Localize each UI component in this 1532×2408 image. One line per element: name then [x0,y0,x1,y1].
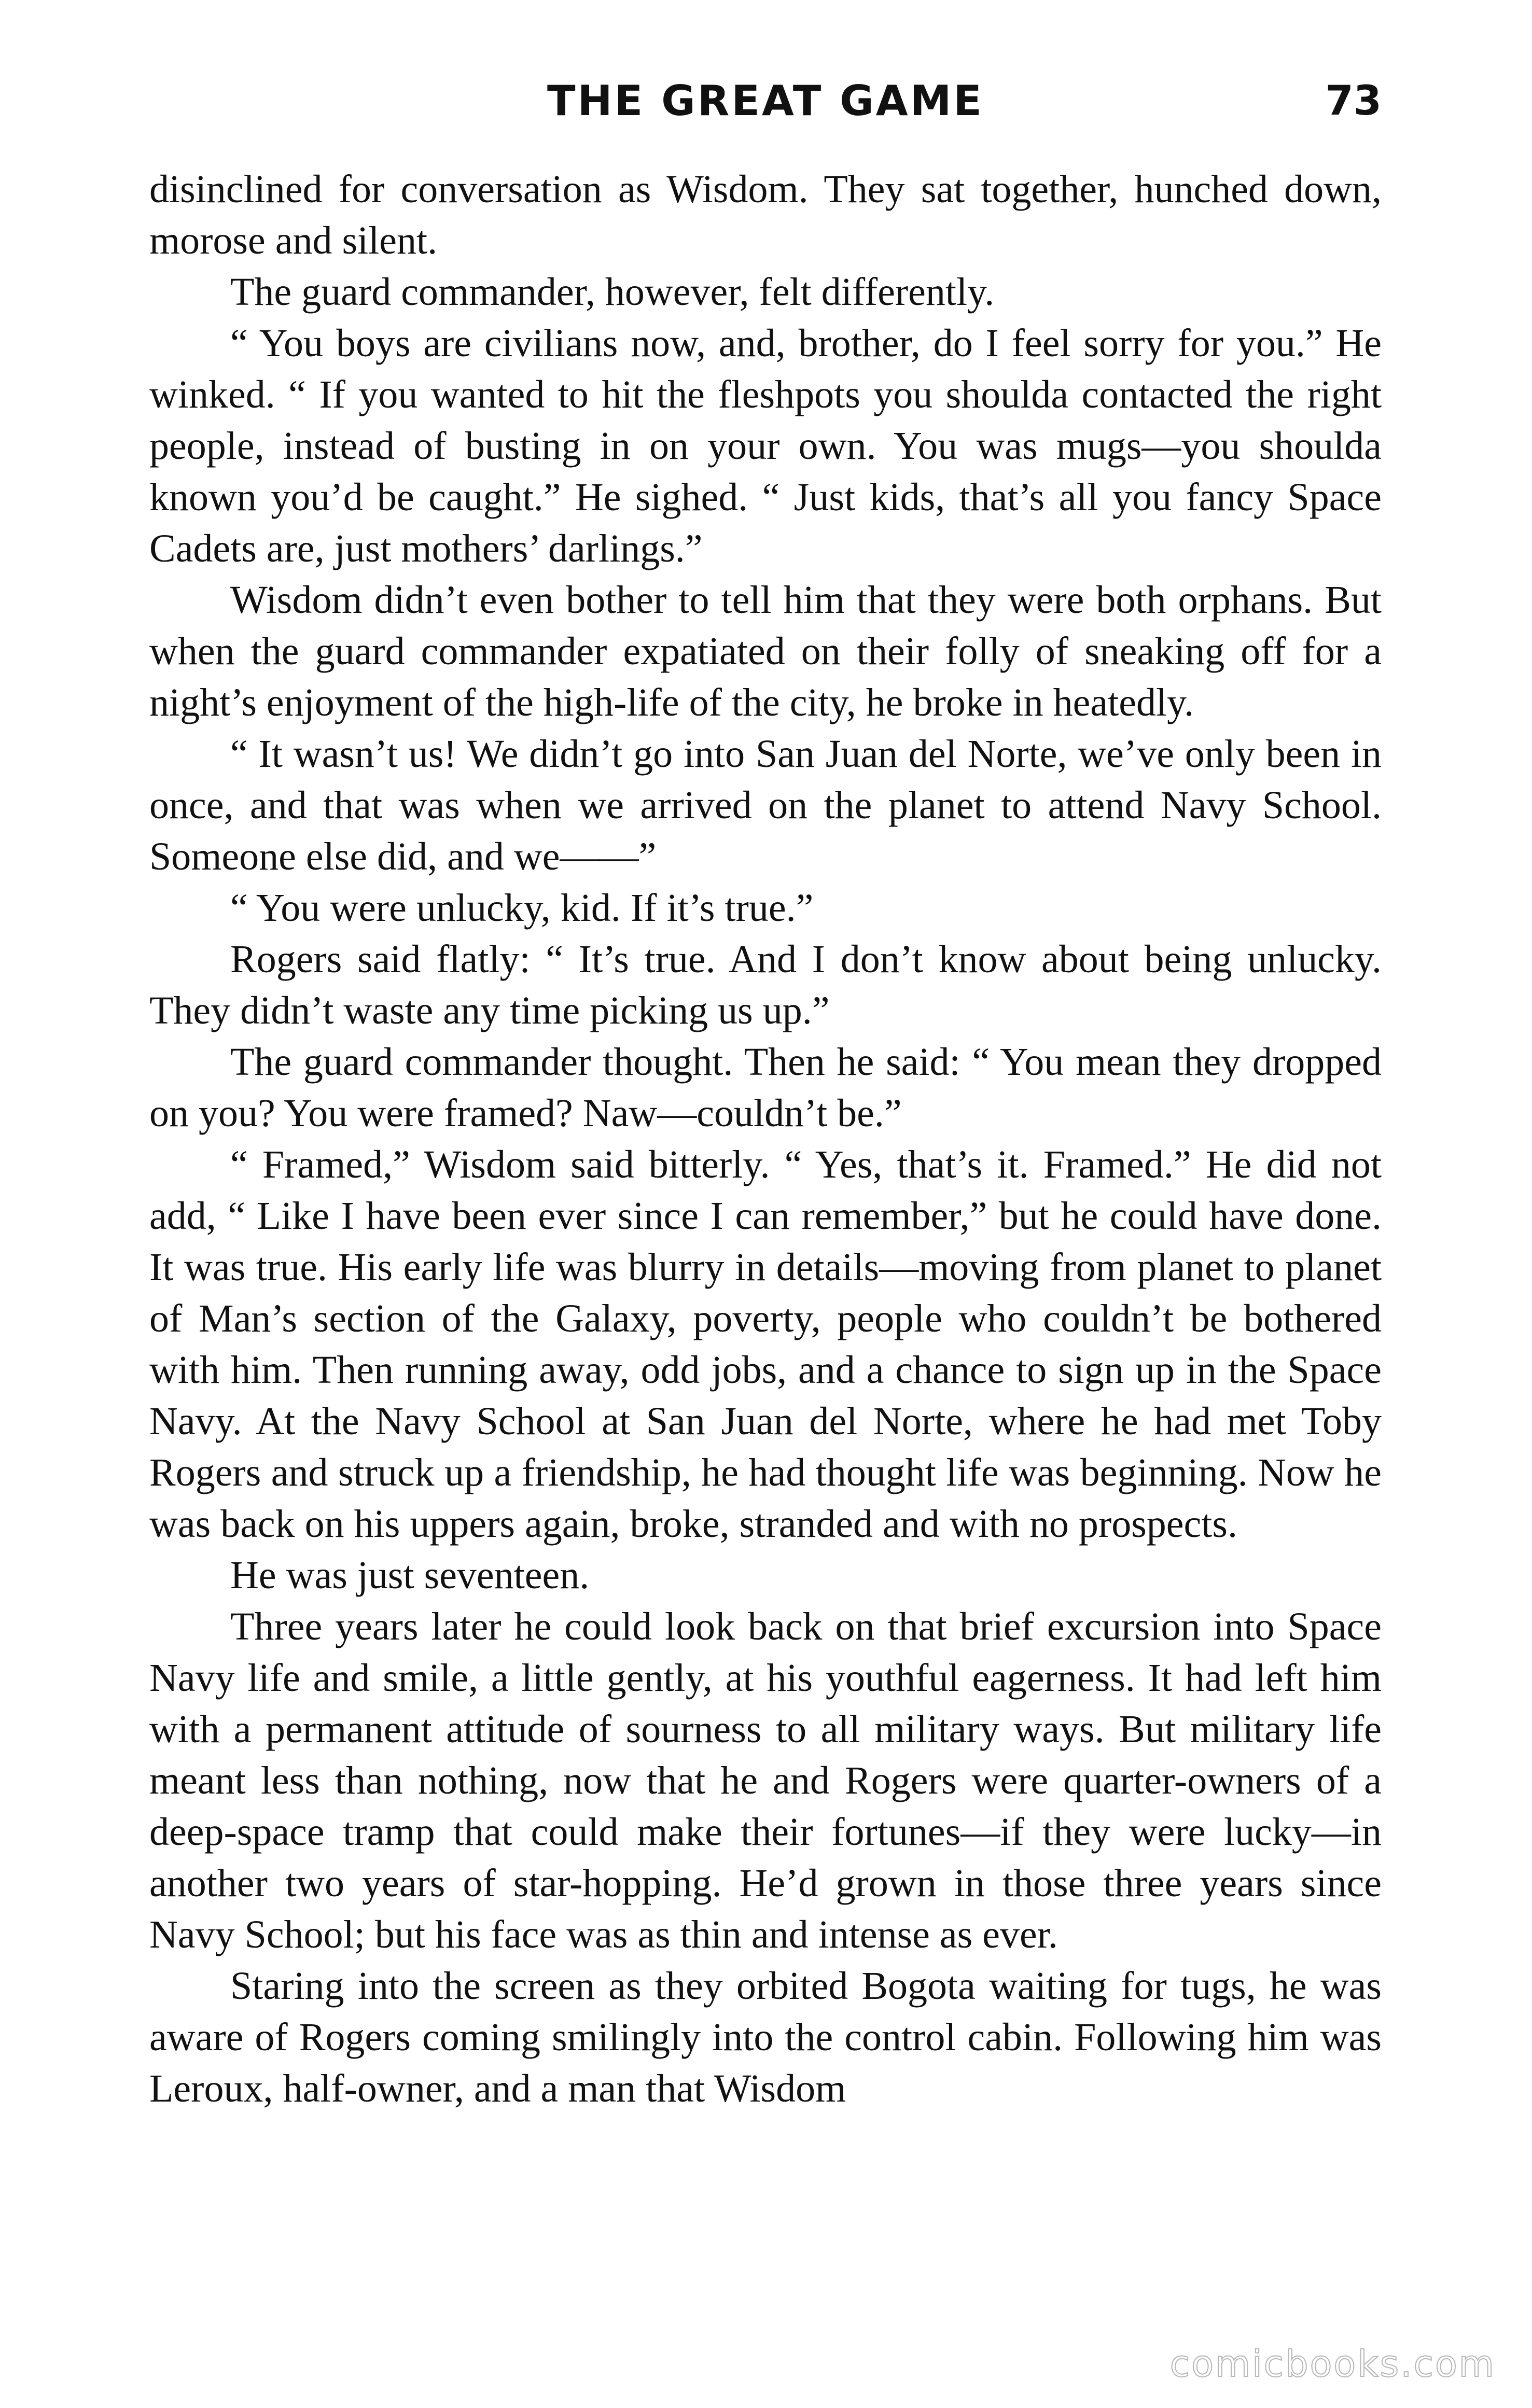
paragraph: The guard commander, however, felt differently. [230,270,995,314]
page-number: 73 [1325,78,1382,124]
chapter-title: THE GREAT GAME [547,77,984,125]
watermark: comicbooks.com [1169,2343,1496,2385]
paragraph: “ You boys are civilians now, and, brother, do I feel sorry for you.” He winked. “ If you wanted to hit the fleshpots you shoulda contacted the right people, instead of busting in on your own. You was mugs—you shoulda known you’d be caught.” He sighed. “ Just kids, that’s all you fancy Space Cadets are, just mothers’ darlings.” [149,321,1382,570]
paragraph: The guard commander thought. Then he said: “ You mean they dropped on you? You were framed? Naw—couldn’t be.” [149,1040,1382,1135]
paragraph: Staring into the screen as they orbited Bogota waiting for tugs, he was aware of Rogers coming smilingly into the control cabin. Following him was Leroux, half-owner, and a man that Wisdom [149,1964,1382,2110]
paragraph: Wisdom didn’t even bother to tell him that they were both orphans. But when the guard commander expatiated on their folly of sneaking off for a night’s enjoyment of the high-life of the city, he broke in heatedly. [149,578,1382,724]
paragraph: Three years later he could look back on that brief excursion into Space Navy life and smile, a little gently, at his youthful eagerness. It had left him with a permanent attitude of sourness to all military ways. But military life meant less than nothing, now that he and Rogers were quarter-owners of a deep-space tramp that could make their fortunes—if they were lucky—in another two years of star-hopping. He’d grown in those three years since Navy School; but his face was as thin and intense as ever. [149,1605,1382,1956]
paragraph: disinclined for conversation as Wisdom. They sat together, hunched down, morose and silent. [149,167,1382,262]
body-text [149,164,1382,2115]
running-head [149,73,1382,130]
paragraph: “ Framed,” Wisdom said bitterly. “ Yes, that’s it. Framed.” He did not add, “ Like I have been ever since I can remember,” but he could have done. It was true. His early life was blurry in details—moving from planet to planet of Man’s section of the Galaxy, poverty, people who couldn’t be bothered with him. Then running away, odd jobs, and a chance to sign up in the Space Navy. At the Navy School at San Juan del Norte, where he had met Toby Rogers and struck up a friendship, he had thought life was beginning. Now he was back on his uppers again, broke, stranded and with no prospects. [149,1143,1382,1546]
paragraph: “ It wasn’t us! We didn’t go into San Juan del Norte, we’ve only been in once, and that was when we arrived on the planet to attend Navy School. Someone else did, and we——” [149,732,1382,878]
paragraph: Rogers said flatly: “ It’s true. And I don’t know about being unlucky. They didn’t waste any time picking us up.” [149,937,1382,1032]
paragraph: “ You were unlucky, kid. If it’s true.” [230,886,814,930]
paragraph: He was just seventeen. [230,1553,590,1597]
